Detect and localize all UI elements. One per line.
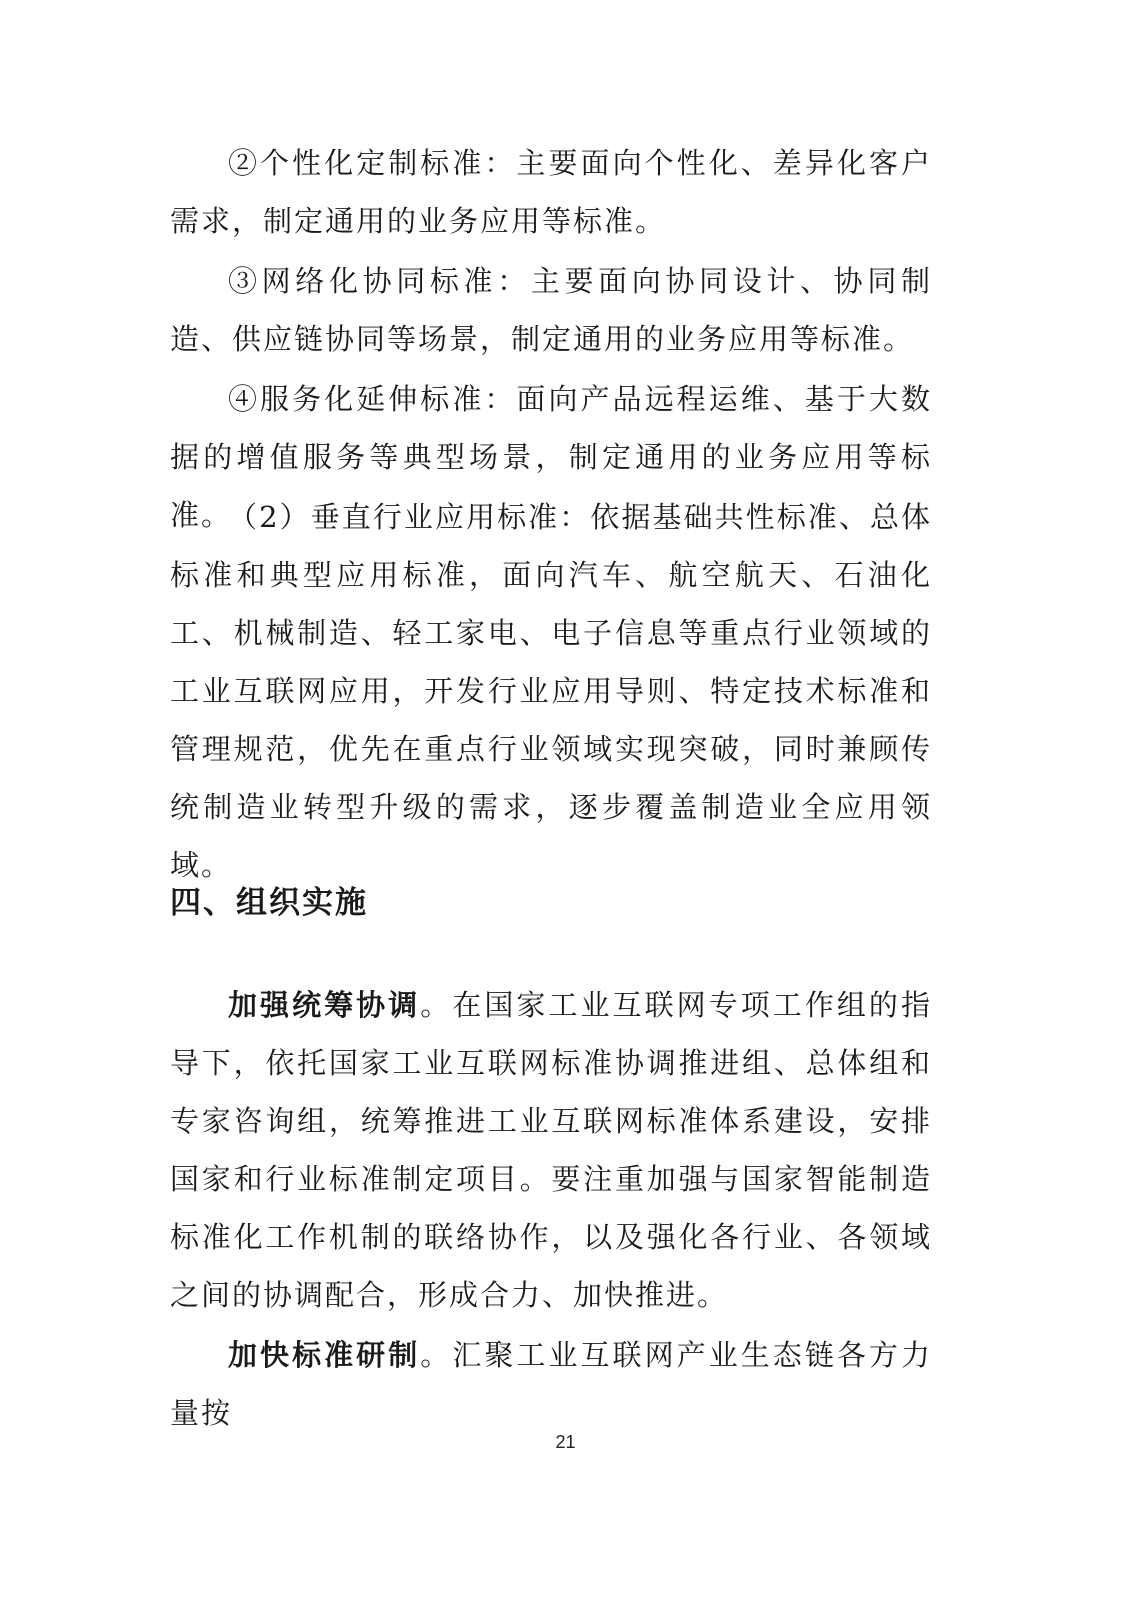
section-heading: 四、组织实施: [170, 885, 368, 921]
paragraph-service-extension: ④服务化延伸标准：面向产品远程运维、基于大数据的增值服务等典型场景，制定通用的业务应用等标准。: [170, 382, 932, 532]
paragraph-body: 。汇聚工业互联网产业生态链各方力量按: [170, 1338, 932, 1430]
paragraph-networked-collaboration: ③网络化协同标准：主要面向协同设计、协同制造、供应链协同等场景，制定通用的业务应用等标准。: [170, 264, 932, 356]
paragraph-accelerate-standards: [170, 1326, 932, 1442]
paragraph-body: 。在国家工业互联网专项工作组的指导下，依托国家工业互联网标准协调推进组、总体组和专家咨询组，统筹推进工业互联网标准体系建设，安排国家和行业标准制定项目。要注重加强与国家智能制造标准化工作机制的联络协作，以及强化各行业、各领域之间的协调配合，形成合力、加快推进。: [170, 988, 932, 1312]
paragraph-lead: 加快标准研制: [228, 1338, 421, 1372]
paragraph-personalized-customization: ②个性化定制标准：主要面向个性化、差异化客户需求，制定通用的业务应用等标准。: [170, 146, 932, 238]
paragraph-strengthen-coordination: [170, 976, 932, 1324]
paragraph-lead: 加强统筹协调: [228, 988, 421, 1022]
paragraph-vertical-industry-standards: （2）垂直行业应用标准：依据基础共性标准、总体标准和典型应用标准，面向汽车、航空航天、石油化工、机械制造、轻工家电、电子信息等重点行业领域的工业互联网应用，开发行业应用导则、特定技术标准和管理规范，优先在重点行业领域实现突破，同时兼顾传统制造业转型升级的需求，逐步覆盖制造业全应用领域。: [170, 500, 932, 882]
page-number: 21: [555, 1432, 576, 1452]
